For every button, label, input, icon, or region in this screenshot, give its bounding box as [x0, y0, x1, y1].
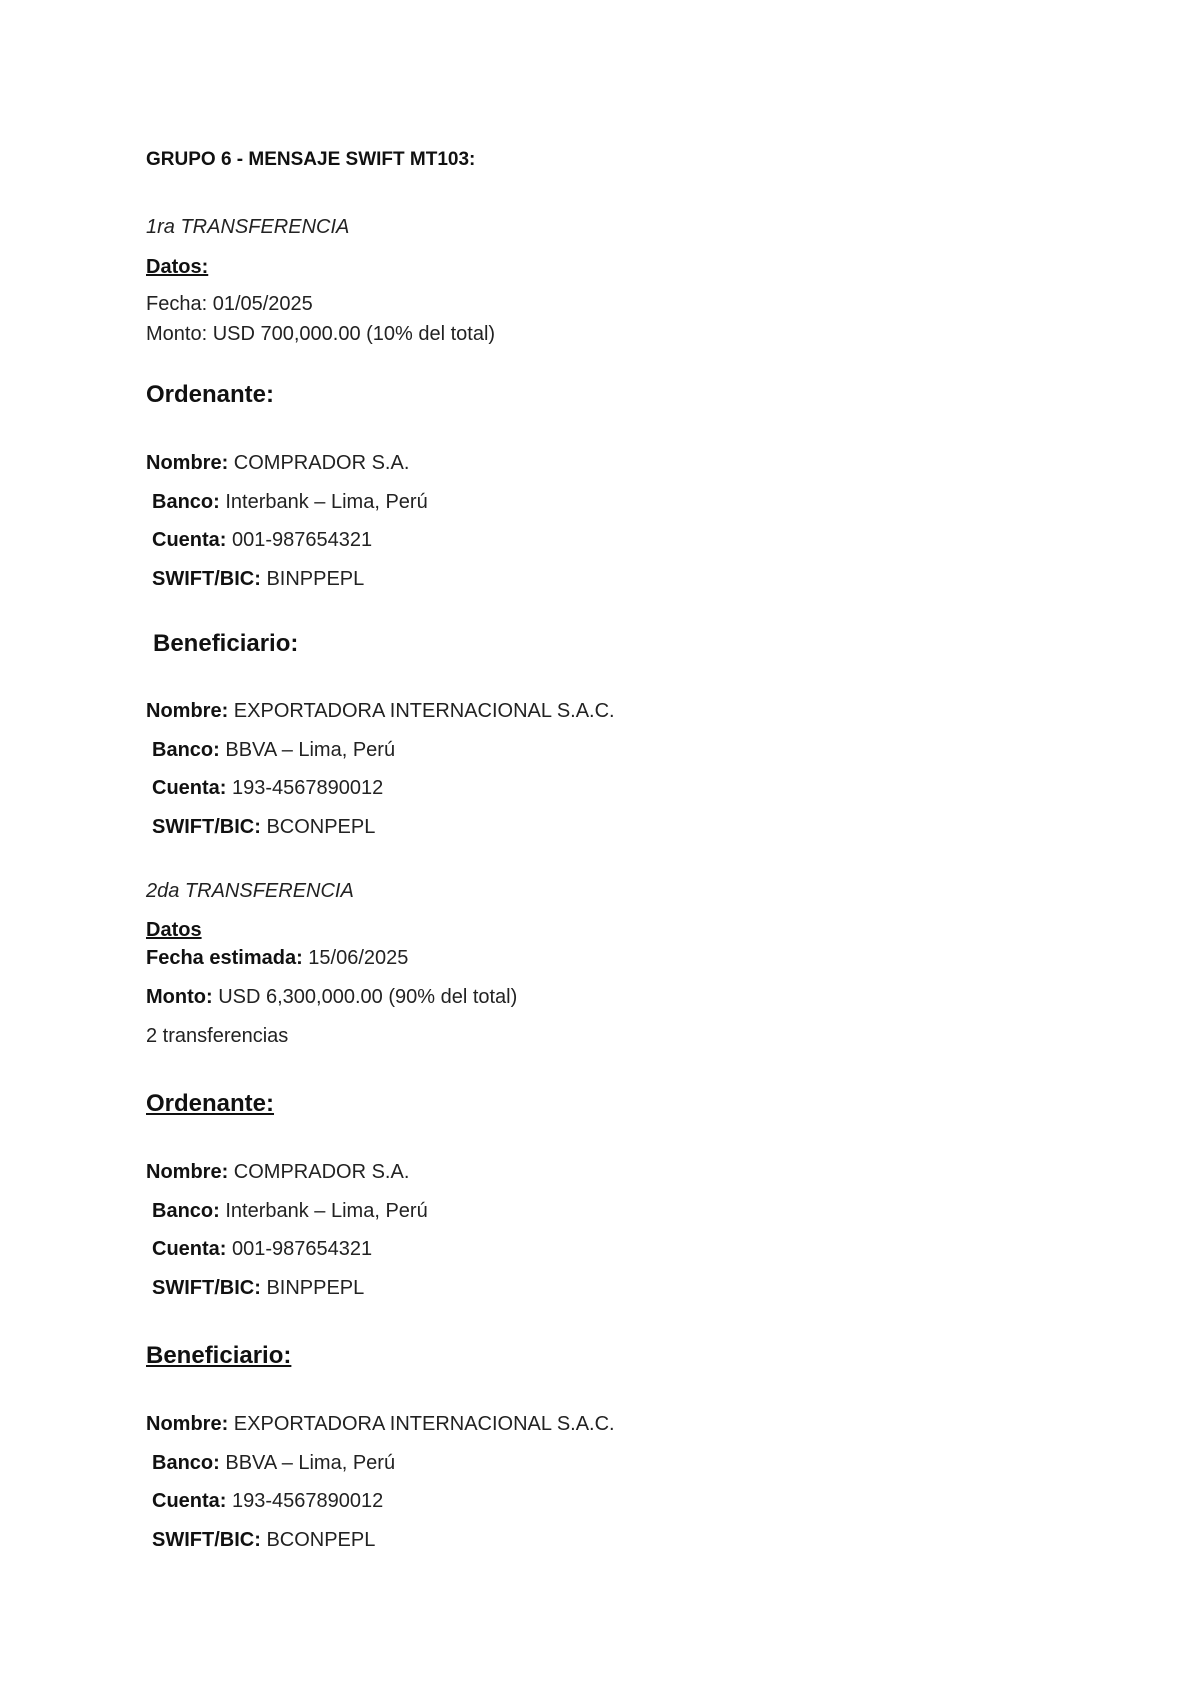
transfer2-heading: 2da TRANSFERENCIA	[146, 880, 354, 902]
transfer1-datos-label: Datos:	[146, 256, 209, 278]
transfer1-fecha: Fecha: 01/05/2025	[146, 293, 313, 315]
field-label: Banco:	[152, 491, 220, 513]
transfer1-ordenante-banco	[152, 492, 428, 512]
field-label: Banco:	[152, 1200, 220, 1222]
transfer2-beneficiario-swift	[152, 1530, 375, 1550]
transfer2-monto	[146, 987, 517, 1007]
field-label: Cuenta:	[152, 1490, 227, 1512]
transfer1-heading: 1ra TRANSFERENCIA	[146, 216, 350, 238]
transfer2-beneficiario-banco	[152, 1453, 395, 1473]
field-label: Cuenta:	[152, 777, 227, 799]
transfer2-ordenante-banco	[152, 1201, 428, 1221]
field-value: COMPRADOR S.A.	[233, 452, 410, 474]
field-label: Nombre:	[146, 1413, 229, 1435]
field-label: SWIFT/BIC:	[152, 568, 261, 590]
field-label: Cuenta:	[152, 1238, 227, 1260]
transfer2-ordenante-heading: Ordenante:	[146, 1090, 275, 1117]
transfer2-ordenante-swift	[152, 1278, 364, 1298]
field-value: Interbank – Lima, Perú	[225, 1200, 428, 1222]
field-value: BINPPEPL	[266, 568, 365, 590]
transfer1-monto: Monto: USD 700,000.00 (10% del total)	[146, 323, 496, 345]
transfer2-beneficiario-heading: Beneficiario:	[146, 1342, 292, 1369]
transfer1-beneficiario-swift	[152, 817, 375, 837]
transfer1-beneficiario-nombre	[146, 701, 615, 721]
field-value: EXPORTADORA INTERNACIONAL S.A.C.	[233, 1413, 615, 1435]
field-value: 193-4567890012	[232, 1490, 384, 1512]
field-label: SWIFT/BIC:	[152, 1529, 261, 1551]
field-value: 001-987654321	[232, 1238, 373, 1260]
field-value: COMPRADOR S.A.	[233, 1161, 410, 1183]
field-value: 15/06/2025	[308, 947, 409, 969]
field-label: Nombre:	[146, 700, 229, 722]
field-label: Cuenta:	[152, 529, 227, 551]
transfer1-ordenante-nombre	[146, 453, 409, 473]
field-label: Banco:	[152, 739, 220, 761]
transfer2-ordenante-cuenta	[152, 1239, 372, 1259]
transfer2-count: 2 transferencias	[146, 1025, 289, 1047]
field-label: Banco:	[152, 1452, 220, 1474]
field-value: 001-987654321	[232, 529, 373, 551]
field-value: BBVA – Lima, Perú	[225, 739, 396, 761]
transfer2-fecha	[146, 948, 408, 968]
transfer1-ordenante-cuenta	[152, 530, 372, 550]
document-title: GRUPO 6 - MENSAJE SWIFT MT103:	[146, 149, 476, 170]
field-value: USD 6,300,000.00 (90% del total)	[218, 986, 518, 1008]
transfer2-beneficiario-cuenta	[152, 1491, 383, 1511]
field-value: BINPPEPL	[266, 1277, 365, 1299]
transfer1-ordenante-swift	[152, 569, 364, 589]
field-label: SWIFT/BIC:	[152, 816, 261, 838]
field-value: BBVA – Lima, Perú	[225, 1452, 396, 1474]
field-value: BCONPEPL	[266, 816, 376, 838]
field-label: Fecha estimada:	[146, 947, 303, 969]
field-value: BCONPEPL	[266, 1529, 376, 1551]
transfer1-beneficiario-banco	[152, 740, 395, 760]
field-value: Interbank – Lima, Perú	[225, 491, 428, 513]
field-label: Nombre:	[146, 452, 229, 474]
field-label: Nombre:	[146, 1161, 229, 1183]
transfer1-ordenante-heading: Ordenante:	[146, 381, 275, 408]
field-label: SWIFT/BIC:	[152, 1277, 261, 1299]
field-label: Monto:	[146, 986, 213, 1008]
transfer2-beneficiario-nombre	[146, 1414, 615, 1434]
transfer2-ordenante-nombre	[146, 1162, 409, 1182]
field-value: 193-4567890012	[232, 777, 384, 799]
field-value: EXPORTADORA INTERNACIONAL S.A.C.	[233, 700, 615, 722]
transfer2-datos-label: Datos	[146, 919, 202, 941]
transfer1-beneficiario-cuenta	[152, 778, 383, 798]
transfer1-beneficiario-heading: Beneficiario:	[153, 630, 299, 657]
